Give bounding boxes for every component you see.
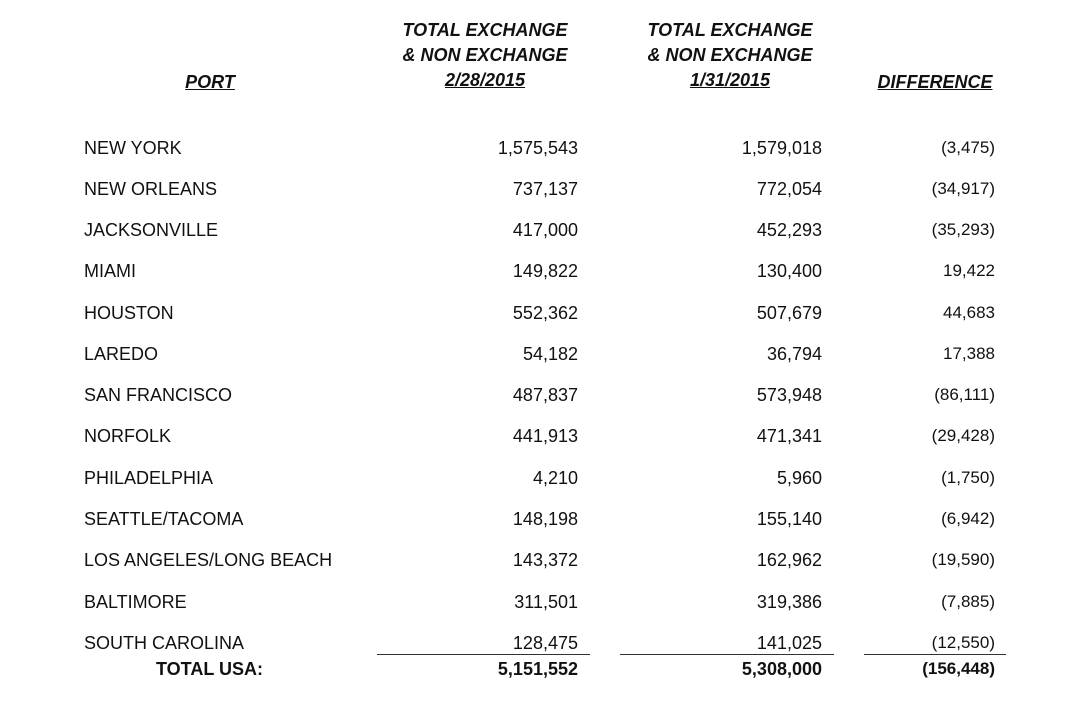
difference-value: 17,388 (943, 344, 995, 363)
feb-value: 311,501 (514, 592, 578, 612)
difference-value: (7,885) (941, 592, 995, 611)
jan-value: 507,679 (756, 303, 822, 323)
total-difference-value: (156,448) (922, 659, 995, 678)
table-row (0, 176, 1070, 202)
feb-value: 148,198 (512, 509, 578, 529)
jan-value: 162,962 (756, 550, 822, 570)
feb-value: 149,822 (512, 261, 578, 281)
table-row (0, 423, 1070, 449)
difference-value: (19,590) (931, 550, 995, 569)
jan-value: 772,054 (756, 179, 822, 199)
header-jan-line1: TOTAL EXCHANGE (647, 20, 813, 40)
jan-value: 471,341 (756, 426, 822, 446)
difference-value: 44,683 (943, 303, 995, 322)
feb-value: 143,372 (512, 550, 578, 570)
difference-value: (12,550) (931, 633, 995, 652)
header-difference (860, 70, 1010, 95)
table-row (0, 547, 1070, 573)
total-rule-difference (864, 654, 1006, 655)
table-row (0, 135, 1070, 161)
table-row (0, 341, 1070, 367)
difference-value: (35,293) (931, 220, 995, 239)
feb-value: 54,182 (522, 344, 578, 364)
jan-value: 452,293 (756, 220, 822, 240)
total-feb-value: 5,151,552 (497, 659, 578, 679)
total-jan-value: 5,308,000 (741, 659, 822, 679)
port-name: MIAMI (84, 261, 136, 281)
port-name: NEW ORLEANS (84, 179, 218, 199)
header-port-label: PORT (185, 72, 235, 92)
table-row (0, 217, 1070, 243)
difference-value: (1,750) (941, 468, 995, 487)
header-jan-2015 (620, 18, 840, 93)
total-rule-jan (620, 654, 834, 655)
table-row (0, 300, 1070, 326)
port-name: NEW YORK (84, 138, 182, 158)
difference-value: (6,942) (941, 509, 995, 528)
header-feb-2015 (375, 18, 595, 93)
port-name: HOUSTON (84, 303, 174, 323)
header-jan-line2: & NON EXCHANGE (647, 45, 813, 65)
difference-value: 19,422 (943, 261, 995, 280)
table-row (0, 589, 1070, 615)
table-row (0, 465, 1070, 491)
total-label: TOTAL USA: (156, 659, 263, 679)
feb-value: 487,837 (512, 385, 578, 405)
port-name: PHILADELPHIA (84, 468, 214, 488)
feb-value: 552,362 (512, 303, 578, 323)
port-name: LOS ANGELES/LONG BEACH (84, 550, 333, 570)
jan-value: 36,794 (766, 344, 822, 364)
difference-value: (86,111) (934, 385, 995, 404)
feb-value: 441,913 (512, 426, 578, 446)
header-port (150, 70, 270, 95)
feb-value: 417,000 (512, 220, 578, 240)
port-name: SAN FRANCISCO (84, 385, 233, 405)
jan-value: 319,386 (756, 592, 822, 612)
table-row (0, 258, 1070, 284)
port-name: JACKSONVILLE (84, 220, 219, 240)
table-row (0, 630, 1070, 656)
difference-value: (29,428) (931, 426, 995, 445)
header-feb-date: 2/28/2015 (444, 70, 526, 90)
feb-value: 128,475 (512, 633, 578, 653)
jan-value: 130,400 (756, 261, 822, 281)
port-name: LAREDO (84, 344, 159, 364)
header-feb-line1: TOTAL EXCHANGE (402, 20, 568, 40)
table-row (0, 382, 1070, 408)
difference-value: (3,475) (941, 138, 995, 157)
jan-value: 1,579,018 (741, 138, 822, 158)
port-name: SOUTH CAROLINA (84, 633, 245, 653)
table-row (0, 506, 1070, 532)
total-rule-feb (377, 654, 590, 655)
feb-value: 4,210 (532, 468, 578, 488)
port-name: SEATTLE/TACOMA (84, 509, 244, 529)
header-difference-label: DIFFERENCE (877, 72, 993, 92)
jan-value: 5,960 (776, 468, 822, 488)
header-jan-date: 1/31/2015 (689, 70, 771, 90)
port-name: BALTIMORE (84, 592, 187, 612)
difference-value: (34,917) (931, 179, 995, 198)
jan-value: 155,140 (756, 509, 822, 529)
total-row (0, 656, 1070, 682)
feb-value: 737,137 (512, 179, 578, 199)
feb-value: 1,575,543 (497, 138, 578, 158)
header-feb-line2: & NON EXCHANGE (402, 45, 568, 65)
port-name: NORFOLK (84, 426, 172, 446)
jan-value: 573,948 (756, 385, 822, 405)
jan-value: 141,025 (756, 633, 822, 653)
